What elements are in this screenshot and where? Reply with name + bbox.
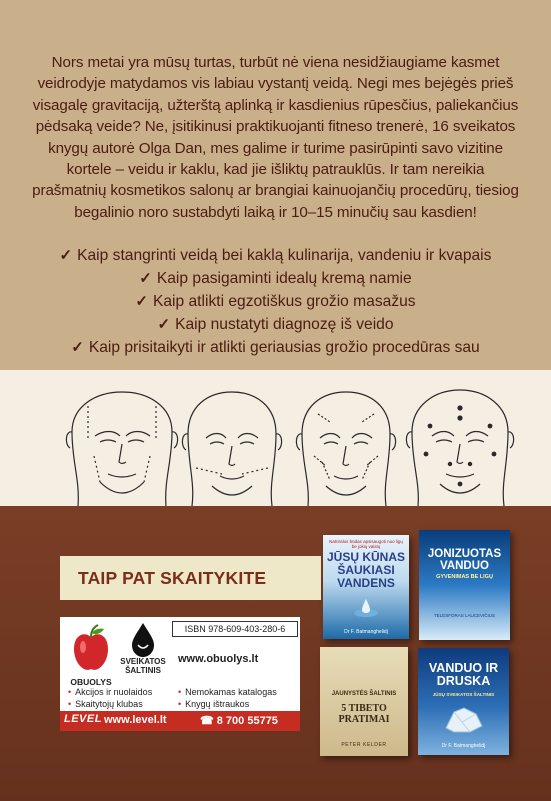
book-title: JONIZUOTAS VANDUO — [427, 548, 502, 572]
intro-line: knygų autorė Olga Dan, mes galime ir turime pasirūpinti savo vizitine — [48, 139, 503, 157]
also-read-banner: TAIP PAT SKAITYKITE — [60, 556, 321, 600]
checkmark-icon: ✓ — [139, 270, 152, 287]
book-title: JAUNYSTĖS ŠALTINIS — [331, 691, 397, 697]
publisher-footer — [60, 711, 300, 731]
checkmark-icon: ✓ — [135, 293, 148, 310]
book-cover-2 — [419, 530, 510, 640]
intro-line: pėdsaką veide? Ne, įsitikinusi praktikuojanti fitneso trenerė, 16 sveikatos — [35, 118, 516, 136]
benefit-item — [0, 336, 551, 359]
water-drop-logo-icon — [122, 621, 164, 659]
book-author: Dr F. Batmanghelidj — [344, 629, 388, 635]
book-author: TELESFORAS LAUCEVIČIUS — [433, 613, 496, 618]
checkmark-icon: ✓ — [157, 316, 171, 333]
level-logo: LEVEL — [64, 713, 102, 725]
checkmark-icon: ✓ — [59, 247, 73, 264]
benefit-item — [0, 267, 551, 290]
saltinis-line-1: SVEIKATOS — [120, 657, 166, 666]
benefit-item — [0, 313, 551, 336]
publisher-bullet: • Nemokamas katalogas — [178, 687, 277, 698]
water-splash-icon — [353, 597, 379, 619]
face-sketch-2 — [182, 392, 281, 506]
phone-number: ☎ 8 700 55775 — [200, 715, 278, 727]
intro-paragraph — [18, 52, 533, 223]
intro-line: prašmatnių kosmetikos salonų ar brangiai kainuojančių procedūrų, tiesiog — [32, 182, 519, 200]
book-subtitle: 5 TIBETO PRATIMAI — [338, 703, 390, 725]
face-sketch-3 — [296, 392, 395, 506]
intro-line: begalinio noro sustabdyti laiką ir 10–15 minučių sau kasdien! — [74, 203, 477, 221]
isbn-label: ISBN 978-609-403-280-6 — [172, 621, 298, 637]
publisher-bullet: • Knygų ištraukos — [178, 699, 249, 710]
book-tagline: Natūralus būdas apsisaugoti nuo ligų be jokių vaistų — [329, 539, 403, 549]
face-sketch-1 — [66, 392, 177, 506]
benefit-item — [0, 290, 551, 313]
saltinis-logo-text — [116, 657, 170, 675]
checkmark-icon: ✓ — [71, 339, 84, 356]
book-title: JŪSŲ KŪNAS ŠAUKIASI VANDENS — [326, 550, 405, 590]
obuolys-logo-text: OBUOLYS — [70, 677, 112, 687]
benefit-text: Kaip prisitaikyti ir atlikti geriausias grožio procedūras sau — [88, 339, 480, 356]
publisher-bullet: • Skaitytojų klubas — [68, 699, 143, 710]
benefit-text: Kaip atlikti egzotiškus grožio masažus — [152, 293, 416, 310]
book-author: Dr F. Batmanghelidj — [441, 743, 486, 749]
apple-logo-icon — [70, 623, 112, 677]
book-cover-3 — [320, 647, 408, 756]
level-website: www.level.lt — [104, 714, 167, 726]
benefit-text: Kaip pasigaminti idealų kremą namie — [156, 270, 412, 287]
face-illustrations — [0, 370, 551, 506]
benefit-list — [0, 244, 551, 359]
intro-line: visagalę gravitaciją, užterštą aplinką ir kasdienius rūpesčius, paliekančius — [32, 96, 519, 114]
book-cover-4 — [418, 648, 509, 755]
benefit-text: Kaip nustatyti diagnozę iš veido — [175, 316, 394, 333]
intro-line: veidrodyje matydamos vis labiau vystantį veidą. Negi mes bejėgės prieš — [37, 75, 514, 93]
intro-line: kortele – veidu ir kaklu, kad jie išliktų patrauklūs. Ir tam nereikia — [66, 161, 485, 179]
book-subtitle: JŪSŲ SVEIKATOS ŠALTINIS — [432, 692, 495, 697]
salt-crystal-icon — [442, 704, 486, 734]
book-cover-1 — [323, 535, 409, 639]
intro-line: Nors metai yra mūsų turtas, turbūt nė viena nesidžiaugiame kasmet — [51, 54, 500, 71]
publisher-box — [60, 617, 300, 731]
saltinis-line-2: ŠALTINIS — [125, 666, 161, 675]
book-subtitle: GYVENIMAS BE LIGŲ — [436, 574, 493, 580]
benefit-text: Kaip stangrinti veidą bei kaklą kulinarija, vandeniu ir kvapais — [77, 247, 492, 264]
publisher-bullet: • Akcijos ir nuolaidos — [68, 687, 152, 698]
face-sketches-svg — [0, 370, 551, 506]
publisher-website: www.obuolys.lt — [178, 653, 259, 665]
benefit-item — [0, 244, 551, 267]
book-author: PETER KELDER — [341, 742, 387, 748]
book-title: VANDUO IR DRUSKA — [428, 661, 499, 688]
